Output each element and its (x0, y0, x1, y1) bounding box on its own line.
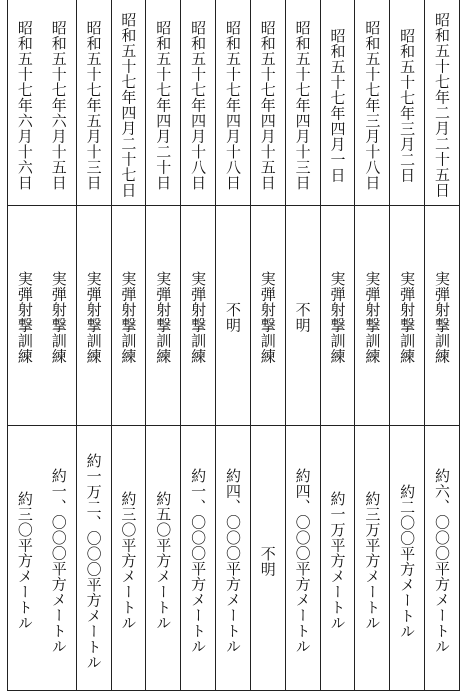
area-text: 約三〇平方メートル (119, 491, 138, 631)
area-text: 約一、〇〇〇平方メートル (49, 468, 68, 654)
date-text: 昭和五十七年四月二十七日 (119, 12, 138, 198)
date-text: 昭和五十七年四月十三日 (293, 19, 312, 191)
area-text: 約一万平方メートル (328, 491, 347, 631)
date-cell (8, 10, 42, 200)
area-text: 約六、〇〇〇平方メートル (433, 468, 451, 654)
date-text: 昭和五十七年四月一日 (328, 27, 347, 183)
event-cell (146, 215, 180, 420)
date-cell (425, 10, 459, 200)
table-row (355, 0, 390, 690)
event-text: 実弾射撃訓練 (433, 271, 451, 364)
event-text: 実弾射撃訓練 (49, 271, 68, 364)
table-row (286, 0, 321, 690)
date-cell (216, 10, 250, 200)
records-table (7, 0, 460, 691)
date-text: 昭和五十七年六月十五日 (49, 19, 68, 191)
table-row (425, 0, 460, 690)
area-text: 不明 (258, 545, 277, 577)
date-text: 昭和五十七年三月二日 (398, 27, 417, 183)
date-cell (181, 10, 215, 200)
area-cell (112, 436, 146, 686)
event-cell (216, 215, 250, 420)
area-cell (146, 436, 180, 686)
area-cell (286, 436, 320, 686)
area-cell (321, 436, 355, 686)
event-text: 実弾射撃訓練 (363, 271, 382, 364)
area-text: 約三〇平方メートル (15, 491, 34, 631)
area-cell (390, 436, 424, 686)
area-cell (181, 436, 215, 686)
event-text: 実弾射撃訓練 (189, 271, 208, 364)
date-cell (286, 10, 320, 200)
area-text: 約四、〇〇〇平方メートル (293, 468, 312, 654)
date-text: 昭和五十七年五月十三日 (84, 19, 103, 191)
event-cell (112, 215, 146, 420)
event-cell (390, 215, 424, 420)
event-text: 実弾射撃訓練 (119, 271, 138, 364)
table-row (251, 0, 286, 690)
table-row (216, 0, 251, 690)
date-cell (112, 10, 146, 200)
table-row (8, 0, 42, 690)
date-text: 昭和五十七年四月二十日 (154, 19, 173, 191)
date-text: 昭和五十七年二月二十五日 (433, 12, 451, 198)
date-cell (146, 10, 180, 200)
date-text: 昭和五十七年四月十五日 (258, 19, 277, 191)
area-cell (77, 436, 111, 686)
event-cell (77, 215, 111, 420)
event-text: 実弾射撃訓練 (84, 271, 103, 364)
event-text: 実弾射撃訓練 (328, 271, 347, 364)
area-cell (251, 436, 285, 686)
table-row (112, 0, 147, 690)
table-row (181, 0, 216, 690)
area-text: 約二〇〇平方メートル (398, 483, 417, 639)
date-text: 昭和五十七年六月十六日 (15, 19, 34, 191)
area-cell (355, 436, 389, 686)
area-text: 約三万平方メートル (363, 491, 382, 631)
area-cell (425, 436, 459, 686)
event-cell (8, 215, 42, 420)
area-text: 約一、〇〇〇平方メートル (189, 468, 208, 654)
event-cell (425, 215, 459, 420)
event-cell (42, 215, 76, 420)
date-cell (77, 10, 111, 200)
table-row (390, 0, 425, 690)
area-text: 約五〇平方メートル (154, 491, 173, 631)
event-text: 実弾射撃訓練 (258, 271, 277, 364)
table-row (321, 0, 356, 690)
date-cell (321, 10, 355, 200)
event-cell (355, 215, 389, 420)
area-cell (8, 436, 42, 686)
area-cell (216, 436, 250, 686)
event-cell (251, 215, 285, 420)
table-row (77, 0, 112, 690)
event-text: 不明 (223, 302, 242, 333)
event-text: 実弾射撃訓練 (398, 271, 417, 364)
event-cell (286, 215, 320, 420)
event-cell (181, 215, 215, 420)
date-cell (355, 10, 389, 200)
date-cell (251, 10, 285, 200)
event-cell (321, 215, 355, 420)
event-text: 不明 (293, 302, 312, 333)
date-text: 昭和五十七年四月十八日 (189, 19, 208, 191)
area-text: 約一万二、〇〇〇平方メートル (84, 452, 103, 670)
area-text: 約四、〇〇〇平方メートル (223, 468, 242, 654)
area-cell (42, 436, 76, 686)
table-row (42, 0, 77, 690)
date-text: 昭和五十七年三月十八日 (363, 19, 382, 191)
event-text: 実弾射撃訓練 (154, 271, 173, 364)
date-cell (390, 10, 424, 200)
event-text: 実弾射撃訓練 (15, 271, 34, 364)
date-text: 昭和五十七年四月十八日 (223, 19, 242, 191)
date-cell (42, 10, 76, 200)
table-row (146, 0, 181, 690)
